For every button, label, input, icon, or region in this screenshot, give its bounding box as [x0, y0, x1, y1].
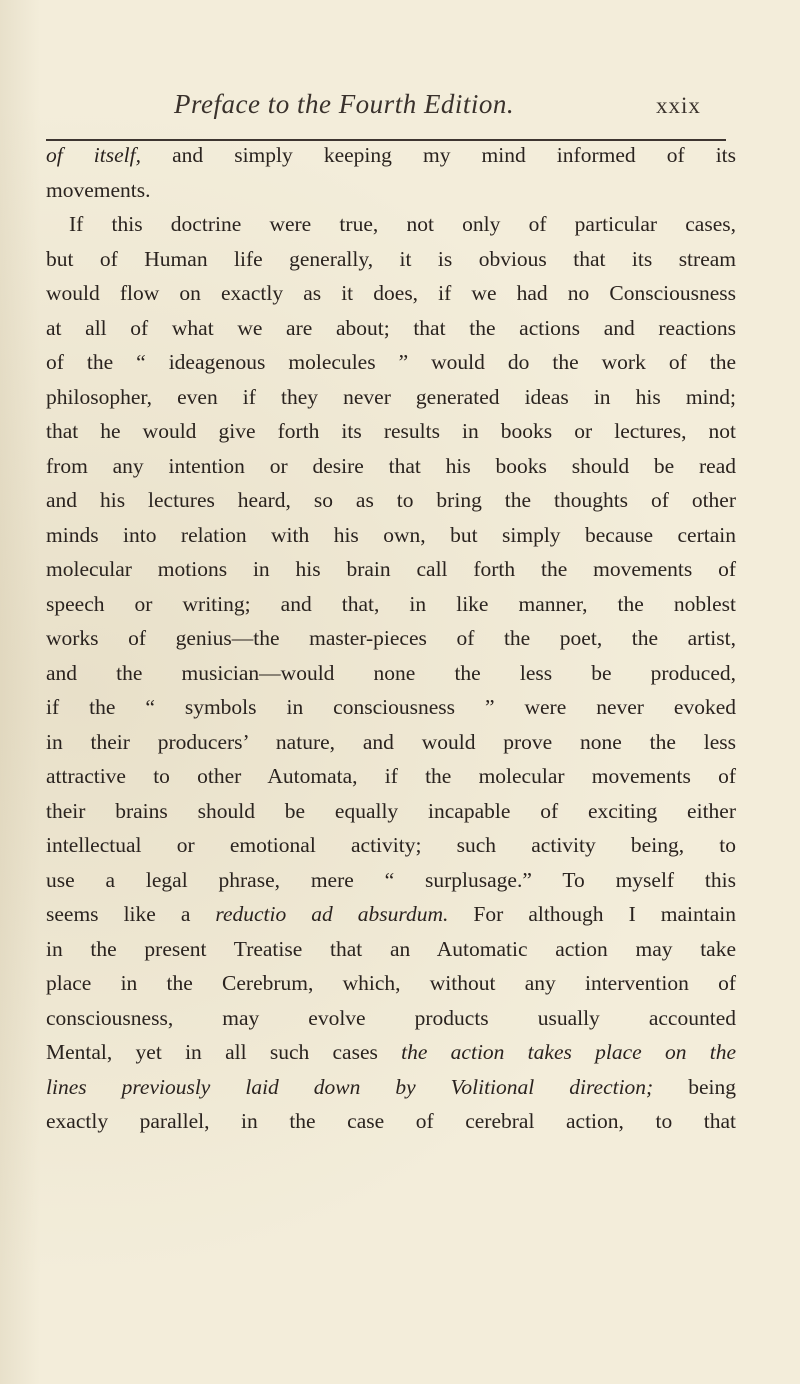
text-line: in the present Treatise that an Automatic action may take	[46, 936, 736, 961]
text-line: at all of what we are about; that the actions and reactions	[46, 315, 736, 340]
page-header	[150, 85, 710, 129]
text-line: lines previously laid down by Volitional direction; being	[46, 1074, 736, 1099]
text-line: exactly parallel, in the case of cerebral action, to that	[46, 1109, 736, 1133]
text-line: their brains should be equally incapable of exciting either	[46, 798, 736, 823]
text-line: and his lectures heard, so as to bring the thoughts of other	[46, 488, 736, 512]
text-line: would flow on exactly as it does, if we had no Consciousness	[46, 281, 736, 305]
text-line: seems like a reductio ad absurdum. For although I maintain	[46, 902, 736, 926]
text-line: that he would give forth its results in books or lectures, not	[46, 419, 736, 443]
text-line: speech or writing; and that, in like manner, the noblest	[46, 591, 736, 616]
text-line: Mental, yet in all such cases the action takes place on the	[46, 1040, 736, 1064]
text-line: attractive to other Automata, if the molecular movements of	[46, 764, 736, 788]
text-line: place in the Cerebrum, which, without any intervention of	[46, 971, 736, 995]
body-text	[46, 138, 736, 1139]
text-line: works of genius—the master-pieces of the poet, the artist,	[46, 626, 736, 650]
text-line: consciousness, may evolve products usually accounted	[46, 1005, 736, 1030]
text-line: but of Human life generally, it is obvious that its stream	[46, 246, 736, 271]
text-line: movements.	[46, 177, 151, 202]
text-line: use a legal phrase, mere “ surplusage.” To myself this	[46, 867, 736, 892]
running-title: Preface to the Fourth Edition.	[174, 89, 515, 119]
text-line: if the “ symbols in consciousness ” were never evoked	[46, 695, 736, 719]
text-line: of itself, and simply keeping my mind informed of its	[46, 143, 737, 167]
text-line: from any intention or desire that his books should be read	[46, 453, 736, 478]
text-line: If this doctrine were true, not only of particular cases,	[69, 212, 736, 236]
text-line: in their producers’ nature, and would prove none the less	[46, 729, 736, 754]
page-number: xxix	[656, 93, 701, 118]
text-line: molecular motions in his brain call forth the movements of	[46, 557, 736, 581]
text-line: and the musician—would none the less be produced,	[46, 660, 736, 685]
text-line: of the “ ideagenous molecules ” would do the work of the	[46, 350, 736, 374]
text-line: minds into relation with his own, but simply because certain	[46, 522, 736, 547]
text-line: intellectual or emotional activity; such activity being, to	[46, 833, 736, 857]
text-line: philosopher, even if they never generated ideas in his mind;	[46, 384, 736, 409]
